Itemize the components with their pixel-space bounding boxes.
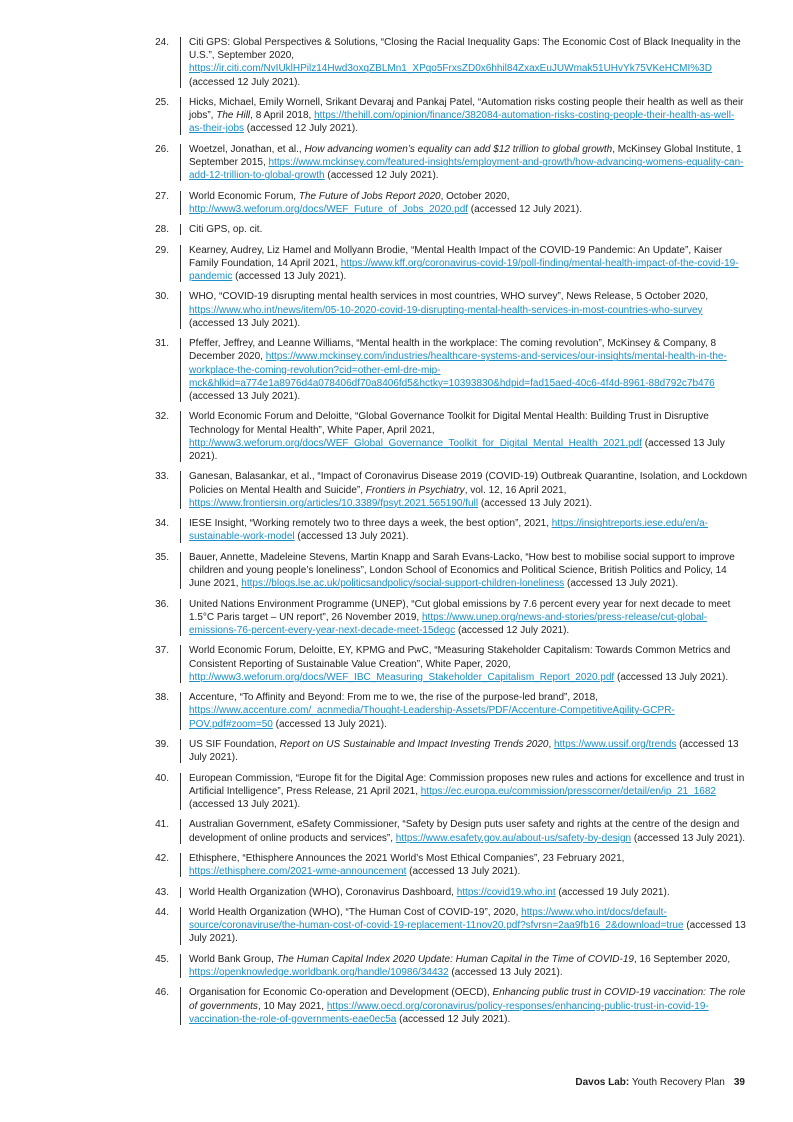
reference-text-segment: (accessed 12 July 2021). (396, 1013, 511, 1025)
reference-text-segment: Kearney, Audrey, Liz Hamel and Mollyann Brodie, “Mental Health Impact of the COVID-19 Pandemic: An Update”, Kaiser Family Foundation, 14 April 2021, (189, 244, 723, 269)
reference-text-segment: (accessed 13 July 2021). (232, 270, 347, 282)
reference-text (189, 223, 748, 236)
reference-text-segment: (accessed 13 July 2021). (294, 531, 409, 543)
reference-text (189, 953, 748, 979)
reference-text-segment: World Health Organization (WHO), “The Human Cost of COVID-19”, 2020, (189, 906, 522, 918)
reference-item (140, 223, 748, 236)
reference-text-segment: , 8 April 2018, (250, 110, 315, 122)
reference-text-segment: Pfeffer, Jeffrey, and Leanne Williams, “Mental health in the workplace: The coming revolution”, McKinsey & Company, 8 December 2020, (189, 338, 717, 363)
reference-link[interactable]: https://blogs.lse.ac.uk/politicsandpolicy/social-support-children-loneliness (241, 578, 565, 590)
reference-text (189, 598, 748, 638)
reference-link[interactable]: https://www.accenture.com/_acnmedia/Thought-Leadership-Assets/PDF/Accenture-CompetitiveAgility-GCPR-POV.pdf#zoom=50 (189, 705, 675, 730)
reference-rule (180, 411, 181, 462)
reference-link[interactable]: https://www.mckinsey.com/industries/healthcare-systems-and-services/our-insights/mental-health-in-the-workplace-the-coming-revolution?cid=other-eml-dre-mip-mck&hlkid=a774e1a8976d4a078406df70a8406fd5&hctky=10393830&hdpid=fad15aed-40c6-4f4d-8961-88d792c7b476 (189, 351, 727, 389)
reference-text-segment: (accessed 12 July 2021). (468, 203, 582, 215)
reference-text-segment: (accessed 13 July 2021). (189, 798, 301, 810)
reference-text (189, 906, 748, 946)
reference-number: 37. (155, 645, 169, 657)
reference-rule (180, 739, 181, 763)
reference-number: 34. (155, 518, 169, 530)
reference-number: 36. (155, 598, 169, 610)
reference-text-segment: Bauer, Annette, Madeleine Stevens, Martin Knapp and Sarah Evans-Lacko, “How best to mobilise social support to improve children and young people’s loneliness”, London School of Economics and Political Science, British Politics and Policy, 14 June 2021, (189, 551, 735, 590)
reference-text (189, 818, 748, 844)
reference-text (189, 691, 748, 731)
reference-title-italic: The Hill (216, 110, 251, 122)
reference-rule (180, 97, 181, 135)
reference-rule (180, 954, 181, 978)
reference-text-segment: Ganesan, Balasankar, et al., “Impact of Coronavirus Disease 2019 (COVID-19) Outbreak Quarantine, Isolation, and Lockdown Policies on Mental Health and Suicide”, (189, 471, 748, 496)
reference-text-segment: WHO, “COVID-19 disrupting mental health services in most countries, WHO survey”, News Release, 5 October 2020, (189, 291, 709, 303)
reference-title-italic: The Human Capital Index 2020 Update: Human Capital in the Time of COVID-19 (276, 953, 634, 965)
reference-text (189, 337, 748, 403)
reference-text-segment: (accessed 12 July 2021). (455, 624, 570, 636)
reference-rule (180, 907, 181, 945)
reference-text-segment: , McKinsey Global Institute, 1 September 2015, (189, 143, 742, 168)
reference-text-segment: World Economic Forum, Deloitte, EY, KPMG and PwC, “Measuring Stakeholder Capitalism: Towards Common Metrics and Consistent Reporting of Sustainable Value Creation”, White Paper, 2020, (189, 645, 731, 670)
reference-item (140, 551, 748, 591)
reference-title-italic: How advancing women’s equality can add $12 trillion to global growth (304, 143, 613, 155)
reference-text-segment: Citi GPS: Global Perspectives & Solutions, “Closing the Racial Inequality Gaps: The Economic Cost of Black Inequality in the U.S.”, September 2020, (189, 37, 741, 62)
footer-brand: Davos Lab: (575, 1077, 630, 1088)
reference-text-segment: (accessed 13 July 2021). (189, 738, 739, 764)
reference-text-segment: US SIF Foundation, (189, 738, 280, 750)
reference-text-segment: (accessed 13 July 2021). (189, 437, 725, 462)
reference-rule (180, 773, 181, 811)
reference-text-segment: (accessed 13 July 2021). (189, 317, 301, 329)
reference-text-segment: World Bank Group, (189, 953, 277, 965)
reference-rule (180, 645, 181, 683)
reference-number: 41. (155, 819, 169, 831)
reference-text-segment: (accessed 13 July 2021). (448, 966, 563, 978)
reference-text (189, 190, 748, 216)
reference-text-segment: (accessed 13 July 2021). (189, 390, 301, 402)
reference-text (189, 517, 748, 543)
reference-number: 30. (155, 291, 169, 303)
reference-text (189, 36, 748, 89)
reference-text-segment: (accessed 13 July 2021). (631, 832, 746, 844)
reference-text (189, 886, 748, 899)
reference-text-segment: Australian Government, eSafety Commissioner, “Safety by Design puts user safety and rights at the centre of the design and development of online products and services”, (189, 819, 740, 844)
reference-item (140, 470, 748, 510)
reference-rule (180, 37, 181, 88)
reference-number: 40. (155, 772, 169, 784)
reference-number: 28. (155, 224, 169, 236)
reference-text-segment: (accessed 13 July 2021). (406, 866, 521, 878)
reference-text-segment: (accessed 13 July 2021). (478, 497, 593, 509)
reference-text (189, 143, 748, 183)
reference-text (189, 96, 748, 136)
reference-number: 26. (155, 143, 169, 155)
reference-link[interactable]: https://covid19.who.int (456, 886, 556, 898)
reference-text-segment: Woetzel, Jonathan, et al., (189, 143, 305, 155)
reference-text (189, 852, 748, 878)
reference-item (140, 818, 748, 844)
reference-number: 42. (155, 852, 169, 864)
reference-rule (180, 692, 181, 730)
reference-link[interactable]: https://www.mckinsey.com/featured-insights/employment-and-growth/how-advancing-womens-equality-can-add-12-trillion-to-global-growth (189, 157, 744, 182)
page-footer (575, 1077, 745, 1088)
reference-item (140, 852, 748, 878)
reference-number: 35. (155, 551, 169, 563)
reference-text-segment: , 10 May 2021, (257, 1000, 327, 1012)
reference-link[interactable]: https://openknowledge.worldbank.org/handle/10986/34432 (189, 966, 449, 978)
reference-rule (180, 819, 181, 843)
reference-number: 24. (155, 37, 169, 48)
reference-text-segment: , (548, 738, 555, 750)
reference-link[interactable]: https://www.who.int/docs/default-source/coronaviruse/the-human-cost-of-covid-19-replacement-11nov20.pdf?sfvrsn=2aa9fb16_2&download=true (189, 906, 684, 932)
reference-rule (180, 144, 181, 182)
reference-item (140, 691, 748, 731)
reference-text-segment: Citi GPS, op. cit. (189, 224, 263, 236)
reference-text (189, 244, 748, 284)
reference-rule (180, 291, 181, 329)
reference-text-segment: World Economic Forum, (189, 190, 299, 202)
reference-item (140, 644, 748, 684)
reference-number: 46. (155, 987, 169, 999)
reference-number: 39. (155, 738, 169, 750)
reference-link[interactable]: https://www.frontiersin.org/articles/10.3389/fpsyt.2021.565190/full (189, 497, 479, 509)
reference-text-segment: World Economic Forum and Deloitte, “Global Governance Toolkit for Digital Mental Health: Building Trust in Disruptive Technology for Mental Health”, White Paper, April 2021, (189, 411, 709, 436)
reference-link[interactable]: https://www.unep.org/news-and-stories/press-release/cut-global-emissions-76-percent-every-year-next-decade-meet-15degc (189, 611, 708, 636)
reference-number: 44. (155, 906, 169, 918)
reference-text-segment: (accessed 12 July 2021). (244, 123, 358, 135)
reference-item (140, 906, 748, 946)
reference-text-segment: , vol. 12, 16 April 2021, (464, 484, 567, 496)
reference-link[interactable]: https://www.esafety.gov.au/about-us/safety-by-design (395, 832, 632, 844)
reference-text-segment: European Commission, “Europe fit for the Digital Age: Commission proposes new rules and actions for excellence and trust in Artificial Intelligence”, Press Release, 21 April 2021, (189, 772, 745, 797)
reference-link[interactable]: https://www.kff.org/coronavirus-covid-19/poll-finding/mental-health-impact-of-the-covid-19-pandemic (189, 257, 739, 282)
reference-text-segment: , October 2020, (440, 190, 510, 202)
reference-item (140, 36, 748, 89)
reference-title-italic: Report on US Sustainable and Impact Investing Trends 2020 (279, 738, 549, 750)
reference-item (140, 517, 748, 543)
reference-title-italic: Enhancing public trust in COVID-19 vaccination: The role of governments (189, 987, 746, 1012)
reference-text (189, 470, 748, 510)
reference-title-italic: The Future of Jobs Report 2020 (298, 190, 441, 202)
reference-text-segment: Ethisphere, “Ethisphere Announces the 2021 World’s Most Ethical Companies”, 23 February 2021, (189, 852, 625, 864)
reference-number: 33. (155, 471, 169, 483)
reference-text-segment: (accessed 12 July 2021). (324, 170, 439, 182)
reference-rule (180, 245, 181, 283)
reference-number: 32. (155, 411, 169, 423)
reference-rule (180, 887, 181, 898)
reference-text-segment: , 16 September 2020, (633, 953, 731, 965)
reference-text (189, 410, 748, 463)
reference-item (140, 244, 748, 284)
reference-rule (180, 987, 181, 1025)
reference-link[interactable]: https://ec.europa.eu/commission/presscorner/detail/en/ip_21_1682 (420, 785, 716, 797)
reference-item (140, 772, 748, 812)
reference-item (140, 886, 748, 899)
reference-text-segment: (accessed 13 July 2021). (189, 920, 746, 945)
reference-link[interactable]: https://insightreports.iese.edu/en/a-sustainable-work-model (189, 518, 708, 543)
reference-item (140, 986, 748, 1026)
reference-text-segment: Accenture, “To Affinity and Beyond: From me to we, the rise of the purpose-led brand”, 2018, (189, 692, 598, 704)
reference-link[interactable]: https://www.oecd.org/coronavirus/policy-responses/enhancing-public-trust-in-covid-19-vaccination-the-role-of-governments-eae0ec5a (189, 1000, 709, 1025)
reference-link[interactable]: https://thehill.com/opinion/finance/382084-automation-risks-costing-people-their-health-as-well-as-their-jobs (189, 110, 735, 135)
reference-item (140, 143, 748, 183)
reference-number: 25. (155, 97, 169, 108)
reference-item (140, 953, 748, 979)
reference-rule (180, 853, 181, 877)
reference-text (189, 290, 748, 330)
reference-link[interactable]: http://www3.weforum.org/docs/WEF_IBC_Measuring_Stakeholder_Capitalism_Report_2020.pdf (189, 671, 615, 683)
reference-number: 43. (155, 886, 169, 898)
reference-text (189, 986, 748, 1026)
reference-number: 29. (155, 244, 169, 256)
reference-number: 31. (155, 338, 169, 350)
reference-rule (180, 599, 181, 637)
reference-item (140, 598, 748, 638)
reference-text-segment: (accessed 13 July 2021). (614, 671, 729, 683)
reference-text-segment: (accessed 12 July 2021). (189, 76, 301, 88)
reference-number: 38. (155, 692, 169, 704)
reference-rule (180, 338, 181, 402)
reference-link[interactable]: http://www3.weforum.org/docs/WEF_Future_of_Jobs_2020.pdf (189, 203, 469, 215)
reference-text-segment: IESE Insight, “Working remotely two to three days a week, the best option”, 2021, (189, 518, 552, 530)
reference-rule (180, 552, 181, 590)
reference-rule (180, 224, 181, 235)
footer-title: Youth Recovery Plan (629, 1077, 725, 1088)
reference-item (140, 410, 748, 463)
reference-number: 45. (155, 953, 169, 965)
reference-link[interactable]: https://ir.citi.com/NvIUklHPilz14Hwd3oxqZBLMn1_XPqo5FrxsZD0x6hhil84ZxaxEuJUWmak51UHvYk75VKeHCMI%3D (189, 63, 712, 75)
reference-title-italic: Frontiers in Psychiatry (365, 484, 465, 496)
reference-rule (180, 518, 181, 542)
reference-text-segment: Organisation for Economic Co-operation and Development (OECD), (189, 987, 493, 999)
reference-text (189, 772, 748, 812)
reference-rule (180, 191, 181, 215)
reference-item (140, 96, 748, 136)
reference-item (140, 738, 748, 764)
page-number: 39 (733, 1077, 745, 1088)
reference-item (140, 290, 748, 330)
reference-item (140, 190, 748, 216)
reference-number: 27. (155, 190, 169, 202)
reference-text-segment: Hicks, Michael, Emily Wornell, Srikant Devaraj and Pankaj Patel, “Automation risks costing people their health as well as their jobs”, (189, 97, 744, 122)
reference-link[interactable]: http://www3.weforum.org/docs/WEF_Global_Governance_Toolkit_for_Digital_Mental_Health_2021.pdf (189, 437, 643, 449)
reference-rule (180, 471, 181, 509)
reference-text (189, 551, 748, 591)
reference-text-segment: (accessed 13 July 2021). (564, 578, 679, 590)
reference-text-segment: World Health Organization (WHO), Coronavirus Dashboard, (189, 886, 457, 898)
reference-text (189, 738, 748, 764)
reference-link[interactable]: https://ethisphere.com/2021-wme-announcement (189, 866, 407, 878)
reference-text (189, 644, 748, 684)
reference-link[interactable]: https://www.ussif.org/trends (554, 738, 677, 750)
reference-text-segment: United Nations Environment Programme (UNEP), “Cut global emissions by 7.6 percent every year for next decade to meet 1.5°C Paris target – UN report”, 26 November 2019, (189, 598, 731, 623)
reference-text-segment: (accessed 13 July 2021). (272, 718, 387, 730)
reference-item (140, 337, 748, 403)
reference-link[interactable]: https://www.who.int/news/item/05-10-2020-covid-19-disrupting-mental-health-services-in-most-countries-who-survey (189, 304, 703, 316)
references-list (140, 36, 748, 1033)
reference-text-segment: (accessed 19 July 2021). (555, 886, 670, 898)
